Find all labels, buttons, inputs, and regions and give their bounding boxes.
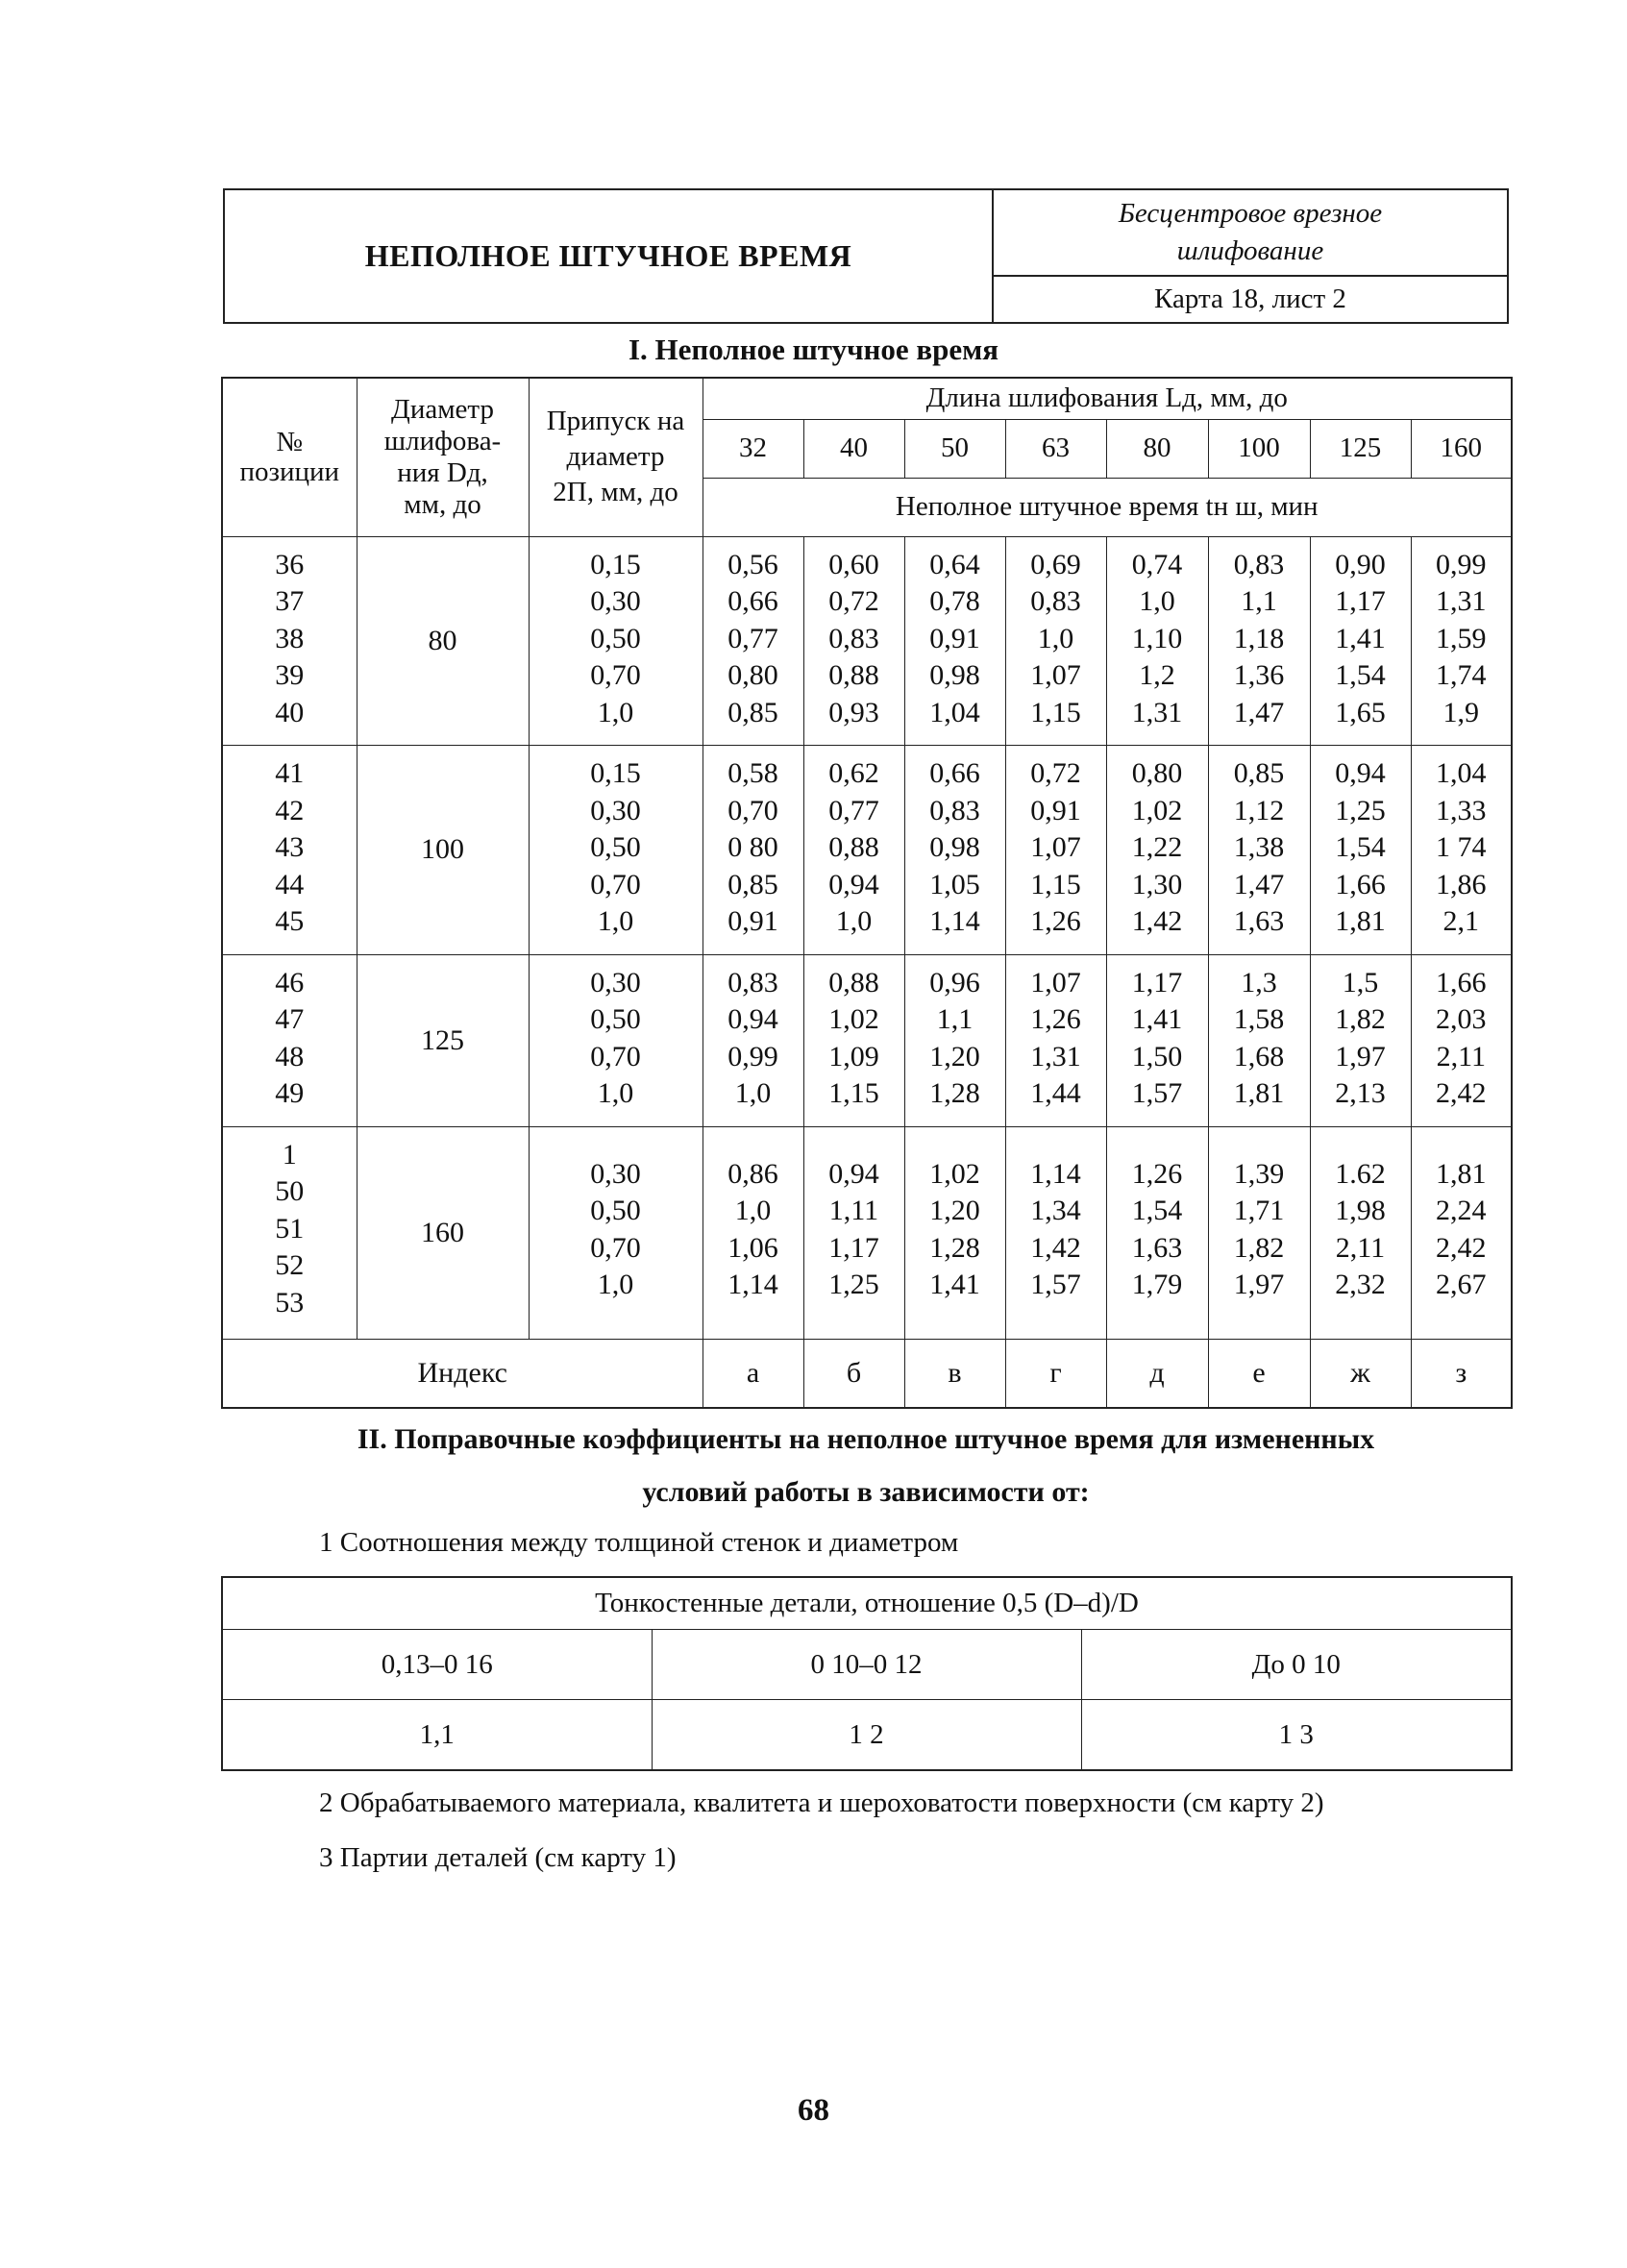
time-values: 0,86 1,0 1,06 1,14 [703,1126,803,1340]
time-values: 0,74 1,0 1,10 1,2 1,31 [1106,536,1208,746]
time-values: 0,94 1,11 1,17 1,25 [803,1126,904,1340]
index-letter: б [803,1340,904,1409]
page-number: 68 [798,2093,829,2128]
time-values: 0,80 1,02 1,22 1,30 1,42 [1106,746,1208,955]
length-value: 32 [703,419,803,478]
length-value: 80 [1106,419,1208,478]
length-value: 100 [1208,419,1310,478]
time-values: 1,39 1,71 1,82 1,97 [1208,1126,1310,1340]
index-letter: е [1208,1340,1310,1409]
wall-ratio-table [221,1576,1513,1771]
table-row [222,536,1512,746]
time-values: 1,17 1,41 1,50 1,57 [1106,954,1208,1126]
position-numbers: 41 42 43 44 45 [222,746,357,955]
section-2-title-line-1: II. Поправочные коэффициенты на неполное штучное время для измененных [357,1423,1375,1455]
ratio-range-3: До 0 10 [1081,1630,1512,1700]
section-2-title-line-2: условий работы в зависимости от: [642,1476,1090,1508]
time-values: 0,94 1,25 1,54 1,66 1,81 [1310,746,1411,955]
ratio-coef-3: 1 3 [1081,1700,1512,1771]
table-row [222,1126,1512,1340]
time-values: 0,90 1,17 1,41 1,54 1,65 [1310,536,1411,746]
operation-line-2: шлифование [1176,235,1324,266]
index-letter: г [1005,1340,1106,1409]
allowance-values: 0,15 0,30 0,50 0,70 1,0 [529,536,703,746]
time-values: 0,96 1,1 1,20 1,28 [904,954,1005,1126]
length-value: 160 [1411,419,1512,478]
index-letter: а [703,1340,803,1409]
time-values: 1,5 1,82 1,97 2,13 [1310,954,1411,1126]
time-values: 0,58 0,70 0 80 0,85 0,91 [703,746,803,955]
time-table-body [222,536,1512,1340]
col-header-grinding-length: Длина шлифования Lд, мм, до [703,378,1512,419]
time-values: 0,69 0,83 1,0 1,07 1,15 [1005,536,1106,746]
time-values: 1,07 1,26 1,31 1,44 [1005,954,1106,1126]
time-values: 1,66 2,03 2,11 2,42 [1411,954,1512,1126]
table-row [222,954,1512,1126]
length-value: 50 [904,419,1005,478]
length-value: 63 [1005,419,1106,478]
index-letter: д [1106,1340,1208,1409]
time-values: 1,14 1,34 1,42 1,57 [1005,1126,1106,1340]
factor-item-2: 2 Обрабатываемого материала, квалитета и шероховатости поверхности (см карту 2) [319,1787,1324,1818]
time-values: 0,99 1,31 1,59 1,74 1,9 [1411,536,1512,746]
header-block [223,188,1509,324]
time-values: 0,88 1,02 1,09 1,15 [803,954,904,1126]
time-values: 0,66 0,83 0,98 1,05 1,14 [904,746,1005,955]
time-values: 1,26 1,54 1,63 1,79 [1106,1126,1208,1340]
time-values: 0,72 0,91 1,07 1,15 1,26 [1005,746,1106,955]
index-letter: в [904,1340,1005,1409]
length-value: 40 [803,419,904,478]
index-letter: з [1411,1340,1512,1409]
allowance-values: 0,30 0,50 0,70 1,0 [529,954,703,1126]
time-values: 0,60 0,72 0,83 0,88 0,93 [803,536,904,746]
length-value: 125 [1310,419,1411,478]
allowance-values: 0,30 0,50 0,70 1,0 [529,1126,703,1340]
table-row [222,746,1512,955]
allowance-values: 0,15 0,30 0,50 0,70 1,0 [529,746,703,955]
ratio-coef-1: 1,1 [222,1700,652,1771]
col-header-position: № позиции [222,378,357,536]
ratio-range-2: 0 10–0 12 [652,1630,1081,1700]
time-values: 1,04 1,33 1 74 1,86 2,1 [1411,746,1512,955]
time-values: 0,64 0,78 0,91 0,98 1,04 [904,536,1005,746]
wall-ratio-header: Тонкостенные детали, отношение 0,5 (D–d)/D [222,1577,1512,1630]
time-values: 1,02 1,20 1,28 1,41 [904,1126,1005,1340]
position-numbers: 46 47 48 49 [222,954,357,1126]
time-table [221,377,1513,1409]
diameter-value: 80 [357,536,529,746]
time-values: 0,83 0,94 0,99 1,0 [703,954,803,1126]
diameter-value: 100 [357,746,529,955]
diameter-value: 160 [357,1126,529,1340]
time-values: 0,56 0,66 0,77 0,80 0,85 [703,536,803,746]
ratio-coef-2: 1 2 [652,1700,1081,1771]
operation-name [994,190,1507,277]
card-number: Карта 18, лист 2 [1154,284,1346,314]
index-row [222,1340,1512,1409]
factor-item-3: 3 Партии деталей (см карту 1) [319,1842,677,1873]
col-header-allowance: Припуск на диаметр 2П, мм, до [529,378,703,536]
factor-item-1: 1 Соотношения между толщиной стенок и диаметром [319,1527,959,1558]
document-title: НЕПОЛНОЕ ШТУЧНОЕ ВРЕМЯ [225,190,994,322]
time-values: 0,85 1,12 1,38 1,47 1,63 [1208,746,1310,955]
index-letter: ж [1310,1340,1411,1409]
operation-line-1: Бесцентровое врезное [1118,198,1383,229]
position-numbers: 1 50 51 52 53 [222,1126,357,1340]
time-values: 1,81 2,24 2,42 2,67 [1411,1126,1512,1340]
time-values: 0,62 0,77 0,88 0,94 1,0 [803,746,904,955]
index-label: Индекс [222,1340,703,1409]
time-values: 0,83 1,1 1,18 1,36 1,47 [1208,536,1310,746]
ratio-range-1: 0,13–0 16 [222,1630,652,1700]
col-header-diameter: Диаметр шлифова- ния Dд, мм, до [357,378,529,536]
time-values: 1,3 1,58 1,68 1,81 [1208,954,1310,1126]
diameter-value: 125 [357,954,529,1126]
col-header-time: Неполное штучное время tн ш, мин [703,478,1512,536]
time-values: 1.62 1,98 2,11 2,32 [1310,1126,1411,1340]
position-numbers: 36 37 38 39 40 [222,536,357,746]
section-1-title: I. Неполное штучное время [628,333,999,366]
